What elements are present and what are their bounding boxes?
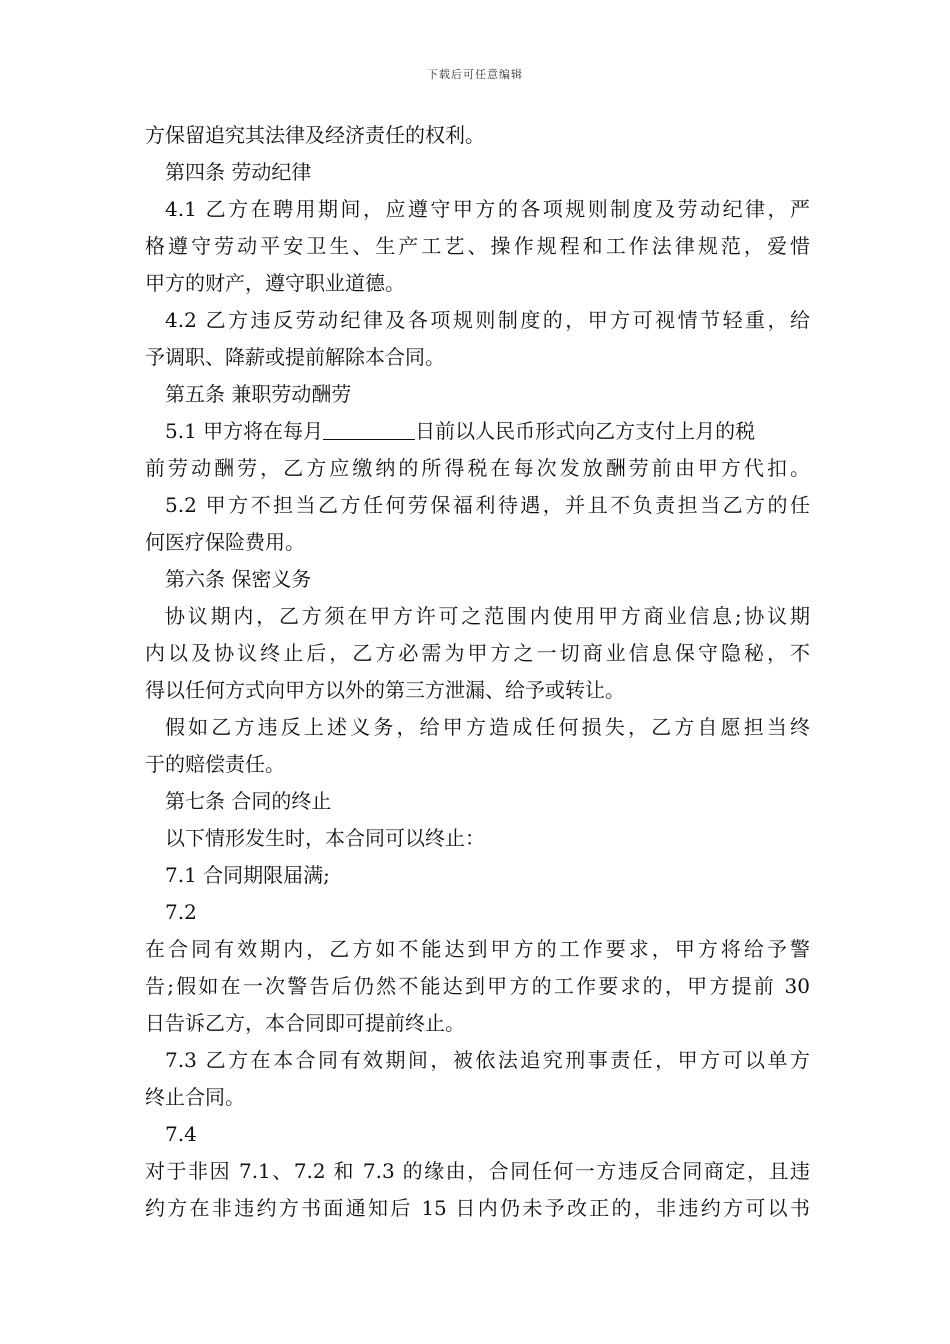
clause-7-4-number: 7.4 <box>165 1122 197 1146</box>
article-6-para-2-line-2: 于的赔偿责任。 <box>145 752 285 776</box>
clause-4-1-line-1: 4.1 乙方在聘用期间，应遵守甲方的各项规则制度及劳动纪律，严 <box>165 197 810 221</box>
page-header-note: 下载后可任意编辑 <box>427 68 523 81</box>
article-6-para-1-line-1: 协议期内，乙方须在甲方许可之范围内使用甲方商业信息;协议期 <box>165 604 810 628</box>
clause-5-1-line-2: 前劳动酬劳，乙方应缴纳的所得税在每次发放酬劳前由甲方代扣。 <box>145 456 810 480</box>
article-6-heading: 第六条 保密义务 <box>165 567 312 591</box>
clause-7-4-line-2: 约方在非违约方书面通知后 15 日内仍未予改正的，非违约方可以书 <box>145 1196 810 1220</box>
clause-7-4-line-1: 对于非因 7.1、7.2 和 7.3 的缘由，合同任何一方违反合同商定，且违 <box>145 1159 810 1183</box>
article-6-para-1-line-2: 内以及协议终止后，乙方必需为甲方之一切商业信息保守隐秘，不 <box>145 641 810 665</box>
clause-7-1: 7.1 合同期限届满; <box>165 863 330 887</box>
article-7-intro: 以下情形发生时，本合同可以终止： <box>165 826 485 850</box>
clause-4-2-line-2: 予调职、降薪或提前解除本合同。 <box>145 345 445 369</box>
article-7-heading: 第七条 合同的终止 <box>165 789 332 813</box>
article-6-para-1-line-3: 得以任何方式向甲方以外的第三方泄漏、给予或转让。 <box>145 678 625 702</box>
clause-5-2-line-1: 5.2 甲方不担当乙方任何劳保福利待遇，并且不负责担当乙方的任 <box>165 493 810 517</box>
clause-5-1-line-1 <box>145 413 810 450</box>
paragraph-line: 方保留追究其法律及经济责任的权利。 <box>145 123 485 147</box>
fill-in-blank <box>323 419 415 440</box>
clause-4-2-line-1: 4.2 乙方违反劳动纪律及各项规则制度的，甲方可视情节轻重，给 <box>165 308 810 332</box>
article-6-para-2-line-1: 假如乙方违反上述义务，给甲方造成任何损失，乙方自愿担当终 <box>165 715 810 739</box>
article-4-heading: 第四条 劳动纪律 <box>165 160 312 184</box>
clause-7-2-line-3: 日告诉乙方，本合同即可提前终止。 <box>145 1011 465 1035</box>
document-body <box>145 117 810 1227</box>
clause-5-1-text-b: 日前以人民币形式向乙方支付上月的税 <box>415 419 756 443</box>
clause-5-1-text-a: 5.1 甲方将在每月 <box>165 419 324 443</box>
article-5-heading: 第五条 兼职劳动酬劳 <box>165 382 352 406</box>
clause-7-2-line-1: 在合同有效期内，乙方如不能达到甲方的工作要求，甲方将给予警 <box>145 937 810 961</box>
clause-7-3-line-1: 7.3 乙方在本合同有效期间，被依法追究刑事责任，甲方可以单方 <box>165 1048 810 1072</box>
clause-7-2-number: 7.2 <box>165 900 197 924</box>
clause-5-2-line-2: 何医疗保险费用。 <box>145 530 305 554</box>
clause-7-2-line-2: 告;假如在一次警告后仍然不能达到甲方的工作要求的，甲方提前 30 <box>145 974 810 998</box>
clause-4-1-line-3: 甲方的财产，遵守职业道德。 <box>145 271 405 295</box>
clause-4-1-line-2: 格遵守劳动平安卫生、生产工艺、操作规程和工作法律规范，爱惜 <box>145 234 810 258</box>
clause-7-3-line-2: 终止合同。 <box>145 1085 245 1109</box>
